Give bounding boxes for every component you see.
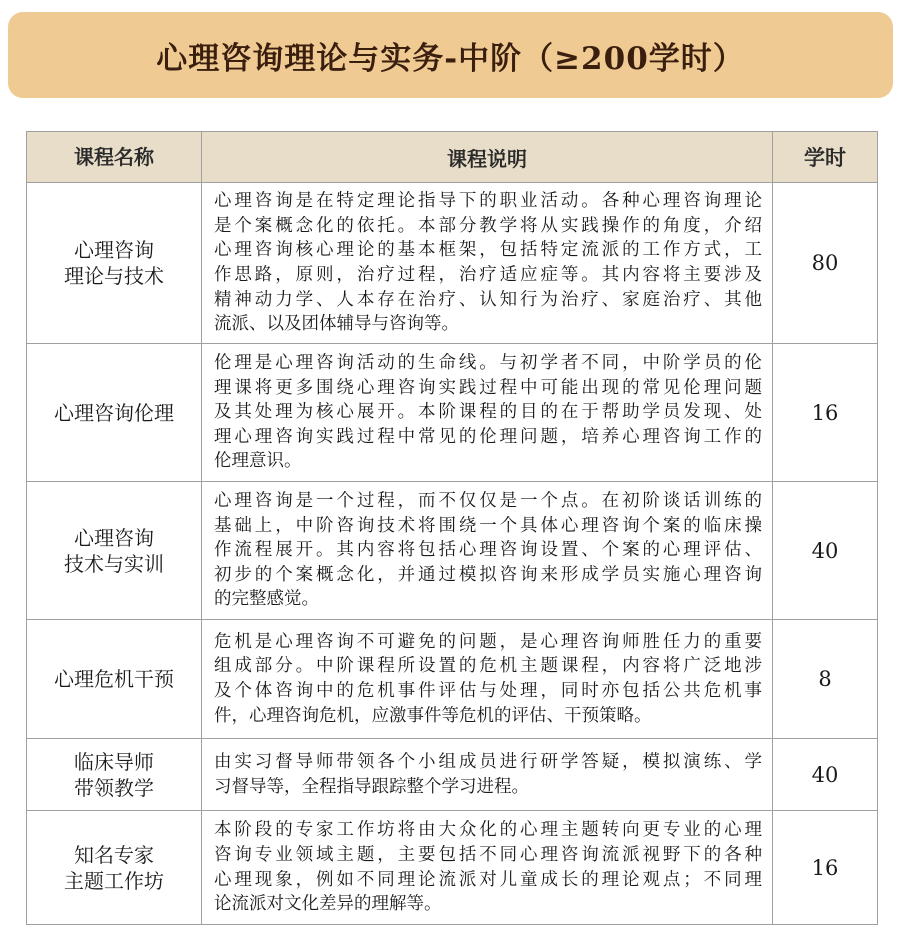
course-description <box>202 811 773 925</box>
course-name-line: 心理咨询伦理 <box>54 400 174 425</box>
description-line: 心理现象，例如不同理论流派对儿童成长的理论观点；不同理 <box>214 869 762 890</box>
description-line: 作思路，原则，治疗过程，治疗适应症等。其内容将主要涉及 <box>214 265 762 285</box>
course-description <box>202 482 773 620</box>
course-description <box>202 620 773 739</box>
description-line: 伦理是心理咨询活动的生命线。与初学者不同，中阶学员的伦 <box>214 353 762 374</box>
description-line: 基础上，中阶咨询技术将围绕一个具体心理咨询个案的临床操 <box>214 515 762 536</box>
course-hours: 8 <box>773 620 878 739</box>
description-line: 心理咨询核心理论的基本框架，包括特定流派的工作方式，工 <box>214 240 762 261</box>
course-name-line: 心理咨询 <box>74 525 154 550</box>
course-name <box>27 811 202 925</box>
course-name <box>27 620 202 739</box>
course-description <box>202 183 773 344</box>
description-line: 心理咨询是一个过程，而不仅仅是一个点。在初阶谈话训练的 <box>214 491 762 512</box>
table-header-row <box>27 132 878 183</box>
table-row <box>27 183 878 344</box>
course-name-line: 技术与实训 <box>64 551 164 576</box>
description-line: 精神动力学、人本存在治疗、认知行为治疗、家庭治疗、其他 <box>214 289 762 310</box>
description-line: 组成部分。中阶课程所设置的危机主题课程，内容将广泛地涉 <box>214 656 762 677</box>
description-line: 理心理咨询实践过程中常见的伦理问题，培养心理咨询工作的 <box>214 426 762 447</box>
course-hours: 16 <box>773 344 878 482</box>
description-line: 由实习督导师带领各个小组成员进行研学答疑，模拟演练、学 <box>214 751 762 772</box>
course-name <box>27 739 202 811</box>
course-name-line: 理论与技术 <box>64 264 164 288</box>
table-row <box>27 739 878 811</box>
course-name <box>27 482 202 620</box>
page-title: 心理咨询理论与实务-中阶（≥200学时） <box>156 40 745 77</box>
description-line: 是个案概念化的依托。本部分教学将从实践操作的角度，介绍 <box>214 215 762 236</box>
table-row <box>27 482 878 620</box>
course-name-line: 知名专家 <box>74 842 154 867</box>
description-line: 咨询专业领域主题，主要包括不同心理咨询流派视野下的各种 <box>214 844 762 865</box>
table-row <box>27 344 878 482</box>
course-description <box>202 344 773 482</box>
course-name-line: 带领教学 <box>74 775 154 800</box>
title-banner <box>8 12 893 98</box>
description-line: 危机是心理咨询不可避免的问题，是心理咨询师胜任力的重要 <box>214 631 762 652</box>
description-line: 及个体咨询中的危机事件评估与处理，同时亦包括公共危机事 <box>214 681 762 701</box>
course-name-line: 临床导师 <box>74 749 154 774</box>
description-line: 论流派对文化差异的理解等。 <box>214 894 442 915</box>
description-line: 流派、以及团体辅导与咨询等。 <box>214 314 459 335</box>
course-hours: 16 <box>773 811 878 925</box>
course-name-line: 心理咨询 <box>74 238 154 262</box>
header-course-name: 课程名称 <box>27 132 202 183</box>
header-hours: 学时 <box>773 132 878 183</box>
description-line: 件，心理咨询危机，应激事件等危机的评估、干预策略。 <box>214 705 652 726</box>
description-line: 及其处理为核心展开。本阶课程的目的在于帮助学员发现、处 <box>214 402 762 423</box>
course-name-line: 主题工作坊 <box>64 868 164 893</box>
course-name <box>27 344 202 482</box>
description-line: 作流程展开。其内容将包括心理咨询设置、个案的心理评估、 <box>214 540 762 561</box>
header-course-desc: 课程说明 <box>202 132 773 183</box>
course-hours: 80 <box>773 183 878 344</box>
table-row <box>27 811 878 925</box>
description-line: 初步的个案概念化，并通过模拟咨询来形成学员实施心理咨询 <box>214 564 762 585</box>
course-name-line: 心理危机干预 <box>54 667 174 691</box>
table-row <box>27 620 878 739</box>
description-line: 心理咨询是在特定理论指导下的职业活动。各种心理咨询理论 <box>214 191 762 212</box>
description-line: 伦理意识。 <box>214 451 302 472</box>
course-hours: 40 <box>773 739 878 811</box>
course-name <box>27 183 202 344</box>
course-table <box>26 131 878 925</box>
course-hours: 40 <box>773 482 878 620</box>
description-line: 理课将更多围绕心理咨询实践过程中可能出现的常见伦理问题 <box>214 377 762 398</box>
description-line: 本阶段的专家工作坊将由大众化的心理主题转向更专业的心理 <box>214 820 762 841</box>
description-line: 习督导等，全程指导跟踪整个学习进程。 <box>214 776 529 797</box>
description-line: 的完整感觉。 <box>214 589 319 610</box>
course-description <box>202 739 773 811</box>
